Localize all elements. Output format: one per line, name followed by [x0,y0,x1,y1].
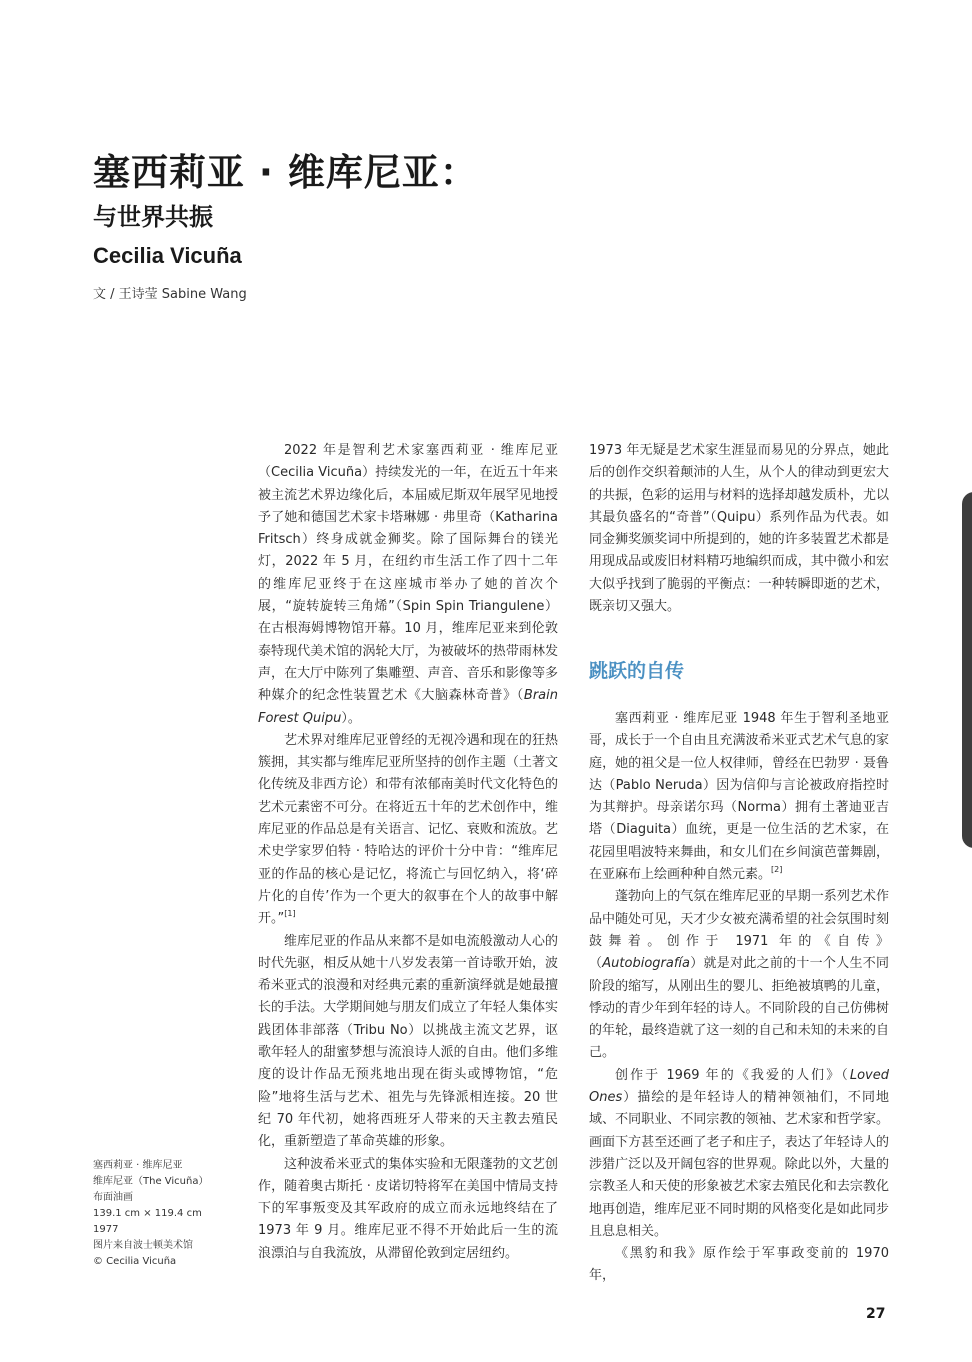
page-number: 27 [866,1306,886,1322]
byline: 文 / 王诗莹 Sabine Wang [93,287,247,302]
paragraph: 蓬勃向上的气氛在维库尼亚的早期一系列艺术作品中随处可见，天才少女被充满希望的社会氛围时刻鼓舞着。创作于 1971 年的《自传》（Autobiografía）就是对此之前的十一个人生不同阶段的缩写，从刚出生的婴儿、拒绝被填鸭的儿童，悸动的青少年到年轻的诗人。不同阶段的自己仿佛树的年轮，最终造就了这一刻的自己和未知的未来的自己。 [589,889,889,1061]
article-subtitle: 与世界共振 [93,203,213,231]
paragraph: 这种波希米亚式的集体实验和无限蓬勃的文艺创作，随着奥古斯托 · 皮诺切特将军在美国中情局支持下的军事叛变及其军政府的成立而永远地终结在了 1973 年 9 月。维库尼亚不得不开始此后一生的流浪漂泊与自我流放，从滞留伦敦到定居纽约。 [258,1156,558,1261]
section-heading: 跳跃的自传 [589,660,685,682]
footnote-ref: [1] [284,909,296,919]
paragraph: 创作于 1969 年的《我爱的人们》（Loved Ones）描绘的是年轻诗人的精神领袖们，不同地域、不同职业、不同宗教的领袖、艺术家和哲学家。画面下方甚至还画了老子和庄子，表达了年轻诗人的涉猎广泛以及开阔包容的世界观。除此以外，大量的宗教圣人和天使的形象被艺术家去殖民化和去宗教化地再创造，维库尼亚不同时期的风格变化是如此同步且息息相关。 [589,1067,889,1239]
image-caption: 塞西莉亚 · 维库尼亚 维库尼亚（The Vicuña） 布面油画 139.1 cm × 119.4 cm 1977 图片来自波士顿美术馆 © Cecilia Vicuña [93,1160,209,1267]
paragraph: 1973 年无疑是艺术家生涯显而易见的分界点，她此后的创作交织着颠沛的人生，从个人的律动到更宏大的共振，色彩的运用与材料的选择却越发质朴，尤以其最负盛名的“奇普”（Quipu）系列作品为代表。如同金狮奖颁奖词中所提到的，她的许多装置艺术都是用现成品或废旧材料精巧地编织而成，其中微小和宏大似乎找到了脆弱的平衡点：一种转瞬即逝的艺术，既亲切又强大。 [589,443,889,615]
paragraph: 塞西莉亚 · 维库尼亚 1948 年生于智利圣地亚哥，成长于一个自由且充满波希米亚式艺术气息的家庭，她的祖父是一位人权律师，曾经在巴勃罗 · 聂鲁达（Pablo Neruda）因为信仰与言论被政府指控时为其辩护。母亲诺尔玛（Norma）拥有土著迪亚吉塔（Diaguita）血统，更是一位生活的艺术家，在花园里唱波特来舞曲，和女儿们在乡间演芭蕾舞剧，在亚麻布上绘画种种自然元素。[2] [589,711,889,883]
footnote-ref: [2] [771,865,783,875]
paragraph: 艺术界对维库尼亚曾经的无视冷遇和现在的狂热簇拥，其实都与维库尼亚所坚持的创作主题（土著文化传统及非西方论）和带有浓郁南美时代文化特色的艺术元素密不可分。在将近五十年的艺术创作中，维库尼亚的作品总是有关语言、记忆、衰败和流放。艺术史学家罗伯特 · 特哈达的评价十分中肯：“维库尼亚的作品的核心是记忆，将流亡与回忆纳入，将‘碎片化的自传’作为一个更大的叙事在个人的故事中解开。”[1] [258,732,558,927]
body-column-left [258,440,558,1265]
article-title-english: Cecilia Vicuña [93,243,242,268]
title-block [93,146,478,272]
paragraph: 《黑豹和我》原作绘于军事政变前的 1970 年， [589,1246,889,1284]
article-title: 塞西莉亚 · 维库尼亚： [93,151,478,194]
paragraph: 维库尼亚的作品从来都不是如电流般激动人心的时代先驱，相反从她十八岁发表第一首诗歌开始，波希米亚式的浪漫和对经典元素的重新演绎就是她最擅长的手法。大学期间她与朋友们成立了年轻人集体实践团体非部落（Tribu No）以挑战主流文艺界，讴歌年轻人的甜蜜梦想与流浪诗人派的自由。他们多维度的设计作品无预兆地出现在街头或博物馆，“危险”地将生活与艺术、祖先与先锋派相连接。20 世纪 70 年代初，她将西班牙人带来的天主教去殖民化，重新塑造了革命英雄的形象。 [258,933,558,1150]
page-edge-tab [962,492,972,848]
paragraph: 2022 年是智利艺术家塞西莉亚 · 维库尼亚（Cecilia Vicuña）持续发光的一年，在近五十年来被主流艺术界边缘化后，本届威尼斯双年展罕见地授予了她和德国艺术家卡塔琳娜 · 弗里奇（Katharina Fritsch）终身成就金狮奖。除了国际舞台的镁光灯，2022 年 5 月，在纽约市生活工作了四十二年的维库尼亚终于在这座城市举办了她的首次个展，“旋转旋转三角烯”（Spin Spin Triangulene）在古根海姆博物馆开幕。10 月，维库尼亚来到伦敦泰特现代美术馆的涡轮大厅，为被破坏的热带雨林发声，在大厅中陈列了集雕塑、声音、音乐和影像等多种媒介的纪念性装置艺术《大脑森林奇普》（Brain Forest Quipu）。 [258,443,558,726]
section-body [589,708,889,1288]
